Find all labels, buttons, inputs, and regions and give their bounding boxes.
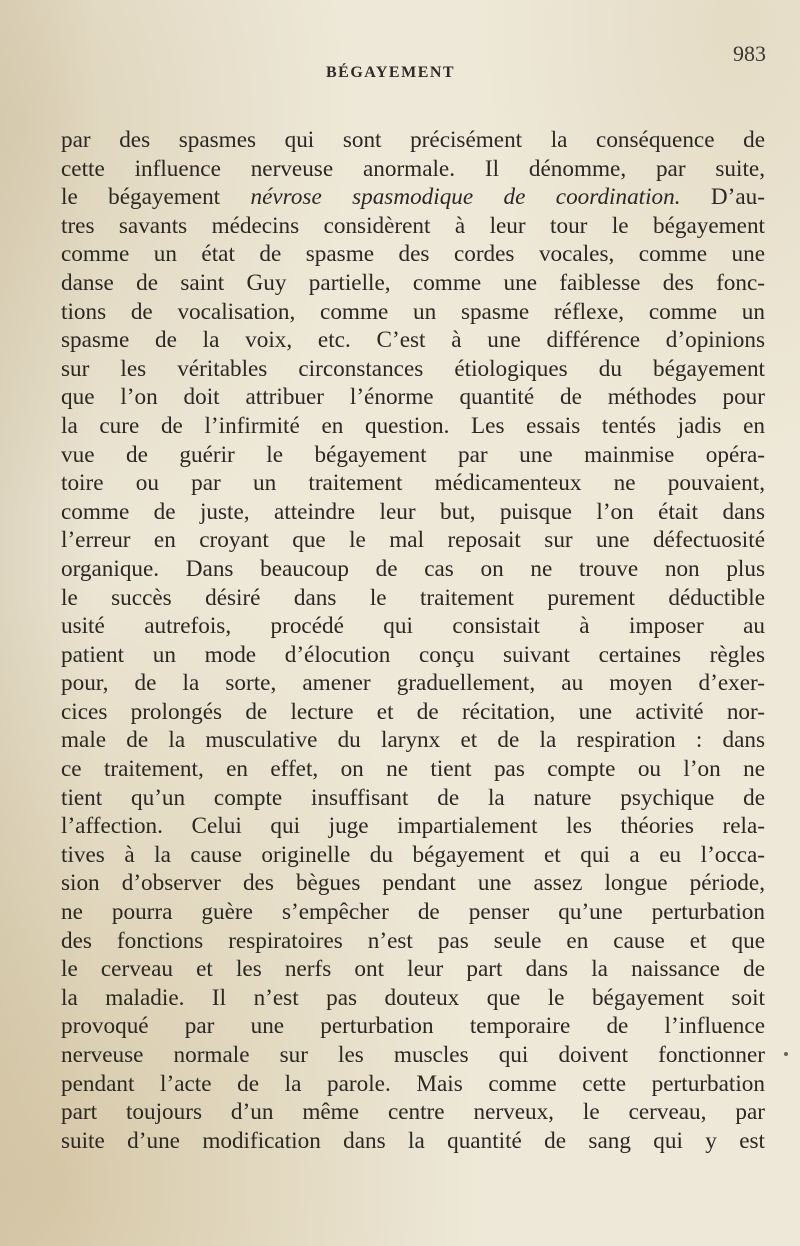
text-line: vue de guérir le bégayement par une mainmise opéra-	[61, 441, 765, 468]
text-line: part toujours d’un même centre nerveux, le cerveau, par	[61, 1099, 765, 1126]
text-line: pour, de la sorte, amener graduellement, au moyen d’exer-	[61, 670, 765, 697]
text-line: suite d’une modification dans la quantité de sang qui y est	[61, 1127, 765, 1154]
page-number: 983	[733, 41, 766, 66]
text-line: le bégayement névrose spasmodique de coordination. D’au-	[61, 184, 765, 211]
text-line: pendant l’acte de la parole. Mais comme cette perturbation	[61, 1070, 765, 1097]
body-text	[61, 126, 765, 1155]
text-line: le cerveau et les nerfs ont leur part dans la naissance de	[61, 956, 765, 983]
text-line: usité autrefois, procédé qui consistait à imposer au	[61, 613, 765, 640]
text-line: toire ou par un traitement médicamenteux ne pouvaient,	[61, 470, 765, 497]
text-line: des fonctions respiratoires n’est pas seule en cause et que	[61, 927, 765, 954]
text-line: cette influence nerveuse anormale. Il dénomme, par suite,	[61, 155, 765, 182]
text-line: tres savants médecins considèrent à leur tour le bégayement	[61, 212, 765, 239]
text-line: le succès désiré dans le traitement purement déductible	[61, 584, 765, 611]
text-line: cices prolongés de lecture et de récitation, une activité nor-	[61, 698, 765, 725]
text-line: ce traitement, en effet, on ne tient pas compte ou l’on ne	[61, 756, 765, 783]
text-line: la maladie. Il n’est pas douteux que le bégayement soit	[61, 984, 765, 1011]
text-line: comme un état de spasme des cordes vocales, comme une	[61, 241, 765, 268]
text-line: par des spasmes qui sont précisément la conséquence de	[61, 127, 765, 153]
text-line: provoqué par une perturbation temporaire de l’influence	[61, 1013, 765, 1040]
running-head: BÉGAYEMENT	[326, 64, 456, 81]
italic-term: névrose spasmodique de coordination.	[250, 184, 681, 211]
text-line: male de la musculative du larynx et de la respiration : dans	[61, 727, 765, 754]
text-line: sion d’observer des bègues pendant une assez longue période,	[61, 870, 765, 897]
text-line: tives à la cause originelle du bégayement et qui a eu l’occa-	[61, 841, 765, 868]
text-line: nerveuse normale sur les muscles qui doivent fonctionner	[61, 1042, 765, 1068]
text-line: tions de vocalisation, comme un spasme réflexe, comme un	[61, 298, 765, 325]
text-line: l’affection. Celui qui juge impartialement les théories rela-	[61, 813, 765, 840]
text-line: patient un mode d’élocution conçu suivant certaines règles	[61, 641, 765, 668]
text-line: spasme de la voix, etc. C’est à une différence d’opinions	[61, 327, 765, 354]
text-line: danse de saint Guy partielle, comme une faiblesse des fonc-	[61, 269, 765, 296]
text-line: comme de juste, atteindre leur but, puisque l’on était dans	[61, 498, 765, 525]
text-line: la cure de l’infirmité en question. Les essais tentés jadis en	[61, 412, 765, 439]
text-line: tient qu’un compte insuffisant de la nature psychique de	[61, 784, 765, 811]
text-line: l’erreur en croyant que le mal reposait sur une défectuosité	[61, 527, 765, 554]
text-line: sur les véritables circonstances étiologiques du bégayement	[61, 355, 765, 382]
text-line: organique. Dans beaucoup de cas on ne trouve non plus	[61, 555, 765, 582]
text-line: que l’on doit attribuer l’énorme quantité de méthodes pour	[61, 384, 765, 411]
text-line: ne pourra guère s’empêcher de penser qu’une perturbation	[61, 899, 765, 926]
margin-speck	[784, 1052, 788, 1056]
